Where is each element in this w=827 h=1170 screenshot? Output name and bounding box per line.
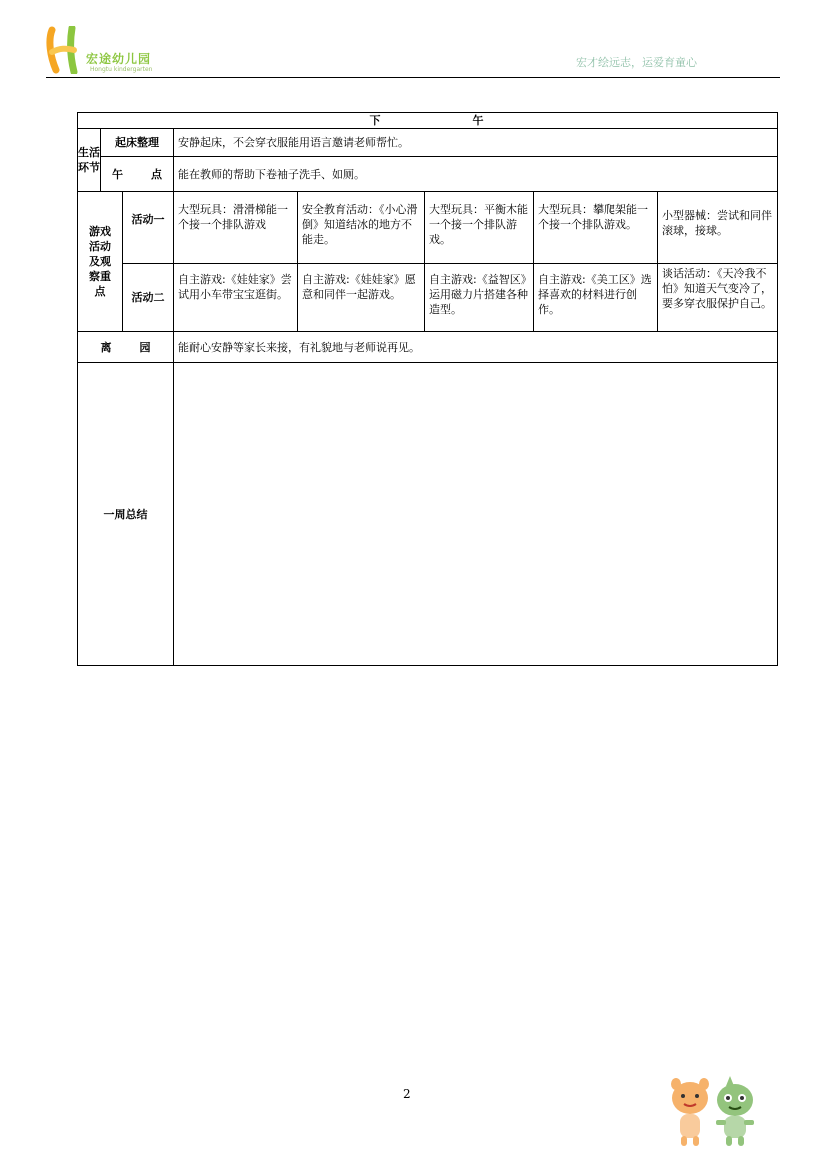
activity-two-label: 活动二 (123, 264, 174, 332)
activity-one-cell: 大型玩具：平衡木能一个接一个排队游戏。 (425, 192, 534, 264)
snack-row (78, 157, 778, 192)
activity-two-cell: 自主游戏:《娃娃家》尝试用小车带宝宝逛街。 (174, 264, 298, 332)
header-slogan: 宏才绘远志，运爱育童心 (576, 56, 697, 69)
activity-one-cell: 小型器械：尝试和同伴滚球，接球。 (658, 192, 778, 264)
summary-content (174, 363, 778, 666)
activity-one-cell: 大型玩具：滑滑梯能一个接一个排队游戏 (174, 192, 298, 264)
snack-label-b: 点 (151, 167, 162, 181)
life-section-label: 生活环节 (78, 129, 101, 192)
afternoon-header-row (78, 113, 778, 129)
header-divider (46, 77, 780, 78)
snack-content: 能在教师的帮助下卷袖子洗手、如厕。 (174, 157, 778, 192)
activity-one-label: 活动一 (123, 192, 174, 264)
activity-one-cell: 安全教育活动：《小心滑倒》知道结冰的地方不能走。 (298, 192, 425, 264)
page-header (46, 26, 780, 78)
activity-two-row (78, 264, 778, 332)
summary-label: 一周总结 (78, 363, 174, 666)
logo-subtext: Hongtu kindergarten (90, 66, 153, 73)
snack-label-a: 午 (112, 167, 123, 181)
activity-two-cell: 自主游戏:《益智区》运用磁力片搭建各种造型。 (425, 264, 534, 332)
wakeup-row (78, 129, 778, 157)
schedule-table (77, 112, 778, 666)
activity-two-cell: 谈话活动：《天冷我不怕》知道天气变冷了，要多穿衣服保护自己。 (658, 264, 778, 332)
activity-two-cell: 自主游戏:《娃娃家》愿意和同伴一起游戏。 (298, 264, 425, 332)
activity-one-row (78, 192, 778, 264)
page-number: 2 (403, 1087, 411, 1101)
activity-two-cell: 自主游戏:《美工区》选择喜欢的材料进行创作。 (534, 264, 658, 332)
game-section-label: 游戏活动及观察重点 (78, 192, 123, 332)
afternoon-header (78, 113, 778, 129)
afternoon-char-b: 午 (472, 114, 486, 127)
leave-label-b: 园 (139, 340, 151, 354)
leave-row (78, 332, 778, 363)
wakeup-content: 安静起床，不会穿衣服能用语言邀请老师帮忙。 (174, 129, 778, 157)
activity-one-cell: 大型玩具：攀爬架能一个接一个排队游戏。 (534, 192, 658, 264)
kindergarten-logo-icon (46, 26, 86, 74)
leave-content: 能耐心安静等家长来接，有礼貌地与老师说再见。 (174, 332, 778, 363)
leave-label-a: 离 (100, 340, 112, 354)
snack-label (101, 157, 174, 192)
leave-label (78, 332, 174, 363)
orange-mascot-icon (668, 1076, 712, 1148)
logo-text: 宏途幼儿园 (86, 52, 152, 66)
summary-row (78, 363, 778, 666)
wakeup-label: 起床整理 (101, 129, 174, 157)
afternoon-char-a: 下 (369, 114, 383, 127)
green-mascot-icon (712, 1076, 758, 1148)
